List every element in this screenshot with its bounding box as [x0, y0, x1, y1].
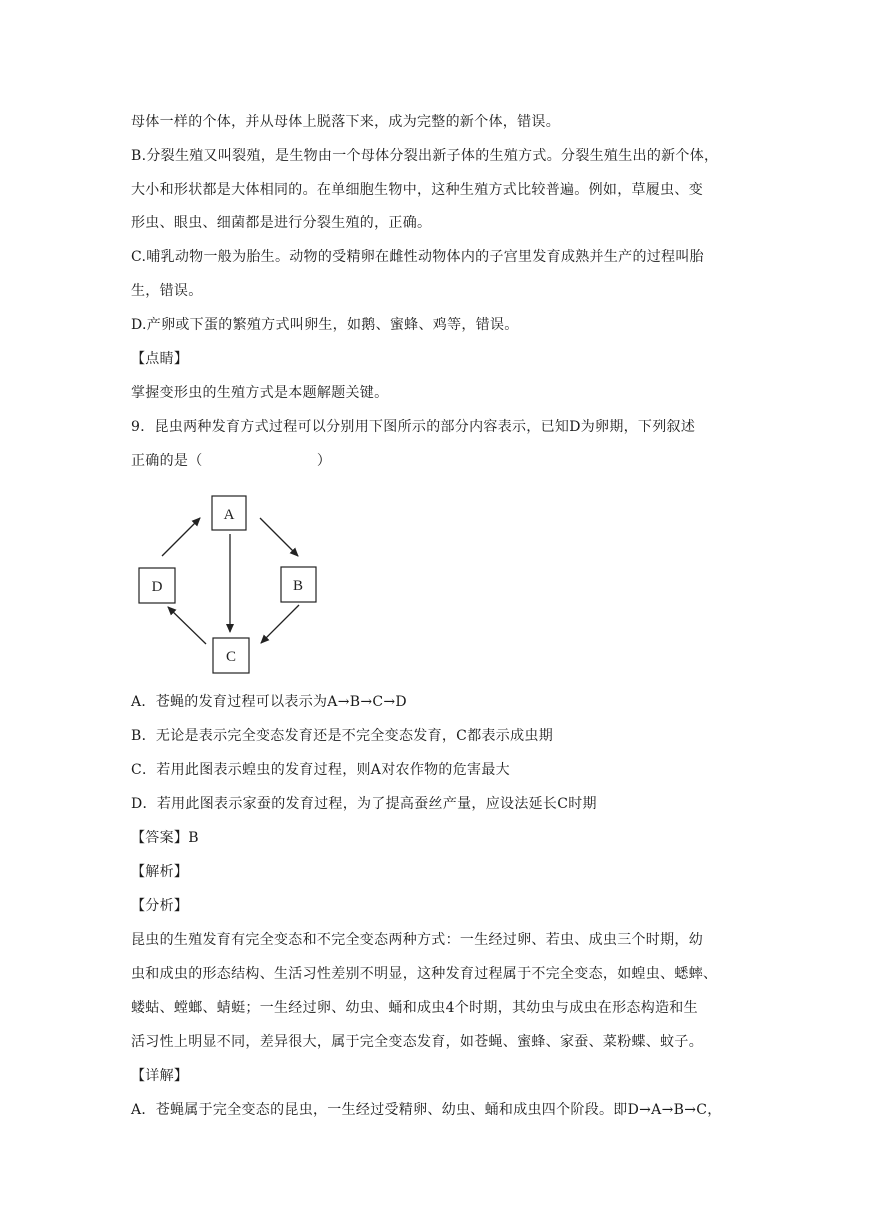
section-heading-dianjing: 【点睛】	[131, 351, 189, 367]
life-cycle-diagram	[136, 494, 320, 676]
arrow-d-to-a	[162, 518, 200, 556]
node-a-label: A	[223, 507, 235, 523]
analysis-line: 蝼蛄、螳螂、蜻蜓；一生经过卵、幼虫、蛹和成虫4个时期，其幼虫与成虫在形态构造和生	[131, 1000, 698, 1016]
option-d: D．若用此图表示家蚕的发育过程，为了提高蚕丝产量，应设法延长C时期	[131, 796, 597, 812]
text-line: D.产卵或下蛋的繁殖方式叫卵生，如鹅、蜜蜂、鸡等，错误。	[131, 317, 519, 333]
section-heading-fenxi: 【分析】	[131, 898, 189, 914]
option-b: B．无论是表示完全变态发育还是不完全变态发育，C都表示成虫期	[131, 728, 553, 744]
text-line: 掌握变形虫的生殖方式是本题解题关键。	[131, 385, 389, 401]
text-line: 大小和形状都是大体相同的。在单细胞生物中，这种生殖方式比较普遍。例如，草履虫、变	[131, 182, 703, 198]
text-line: 母体一样的个体，并从母体上脱落下来，成为完整的新个体，错误。	[131, 114, 560, 130]
arrow-a-to-b	[260, 518, 298, 556]
section-heading-jiexi: 【解析】	[131, 864, 189, 880]
option-a: A．苍蝇的发育过程可以表示为A→B→C→D	[131, 694, 407, 710]
text-line: C.哺乳动物一般为胎生。动物的受精卵在雌性动物体内的子宫里发育成熟并生产的过程叫胎	[131, 249, 704, 265]
arrow-c-to-d	[168, 607, 206, 644]
node-c-label: C	[225, 649, 237, 665]
question-stem-cont: 正确的是（ ）	[131, 453, 332, 469]
analysis-line: 昆虫的生殖发育有完全变态和不完全变态两种方式：一生经过卵、若虫、成虫三个时期，幼	[131, 932, 703, 948]
option-c: C．若用此图表示蝗虫的发育过程，则A对农作物的危害最大	[131, 762, 510, 778]
section-heading-xiangjie: 【详解】	[131, 1068, 189, 1084]
answer-line: 【答案】B	[131, 830, 199, 846]
analysis-line: 活习性上明显不同，差异很大，属于完全变态发育，如苍蝇、蜜蜂、家蚕、菜粉蝶、蚊子。	[131, 1034, 703, 1050]
text-line: 形虫、眼虫、细菌都是进行分裂生殖的，正确。	[131, 215, 432, 231]
text-line: B.分裂生殖又叫裂殖，是生物由一个母体分裂出新子体的生殖方式。分裂生殖生出的新个体，	[131, 148, 719, 164]
node-d-label: D	[151, 579, 163, 595]
detail-line: A．苍蝇属于完全变态的昆虫，一生经过受精卵、幼虫、蛹和成虫四个阶段。即D→A→B→C，	[131, 1102, 722, 1118]
question-stem: 9．昆虫两种发育方式过程可以分别用下图所示的部分内容表示，已知D为卵期，下列叙述	[131, 419, 696, 435]
analysis-line: 虫和成虫的形态结构、生活习性差别不明显，这种发育过程属于不完全变态，如蝗虫、蟋蟀、	[131, 966, 718, 982]
text-line: 生，错误。	[131, 283, 203, 299]
node-b-label: B	[292, 578, 304, 594]
arrow-b-to-c	[261, 605, 299, 643]
